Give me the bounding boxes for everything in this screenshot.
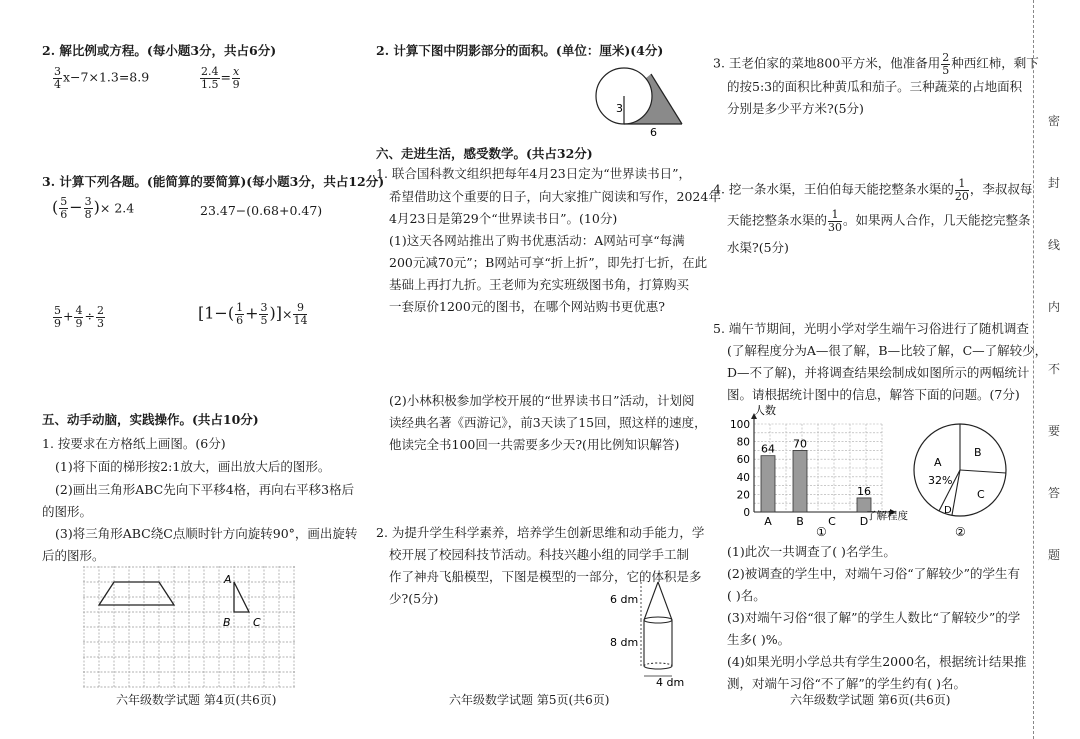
p4-s5-q1-2b: 的图形。	[42, 504, 93, 519]
p4-equation-2: $\frac{2.4}{1.5}$ = $\frac{x}{9}$	[201, 65, 240, 91]
cylinder-height-label: 8 dm	[610, 636, 639, 649]
binding-dashed-line	[1033, 0, 1034, 739]
p4-calc-b: 23.47−(0.68+0.47)	[200, 203, 323, 218]
p4-s5-q1-3a: (3)将三角形ABC绕C点顺时针方向旋转90°，画出旋转	[55, 526, 358, 541]
radius-label: 3	[616, 102, 623, 115]
p6-q4-l2: 天能挖整条水渠的 $\frac{1}{30}$ 。如果两人合作，几天能挖完整条	[727, 208, 1031, 234]
p4-calc-a: ( $\frac{5}{6}$ − $\frac{3}{8}$ )× 2.4	[52, 195, 135, 221]
p4-q2-title: 2. 解比例或方程。(每小题3分，共占6分)	[42, 43, 277, 58]
p5-q1-2-l2: 读经典名著《西游记》，前3天读了15回，照这样的速度，	[389, 415, 707, 430]
p6-a3a: (3)对端午习俗“很了解”的学生人数比“了解较少”的学	[727, 610, 1021, 625]
p6-q3-l3: 分别是多少平方米?(5分)	[727, 101, 864, 116]
x-tick-label: A	[764, 515, 772, 528]
y-tick-label: 100	[729, 419, 750, 431]
y-tick-label: 40	[736, 471, 750, 484]
p4-equation-1: $\frac{3}{4}$ x−7×1.3=8.9	[54, 65, 150, 91]
x-tick-label: D	[859, 515, 869, 528]
p6-q5-l1: 5. 端午节期间，光明小学对学生端午习俗进行了随机调查	[713, 321, 1029, 336]
p4-calc-d: [1−( $\frac{1}{6}$ + $\frac{3}{5}$ )]× $\frac{9}{14}$	[198, 301, 308, 327]
point-c-label: C	[253, 616, 261, 629]
p5-q2b-l1: 2. 为提升学生科学素养，培养学生创新思维和动手能力，学	[376, 525, 705, 540]
pie-figure-label: ②	[955, 525, 966, 539]
pie-slice-b-label: B	[974, 446, 982, 459]
point-b-label: B	[223, 616, 231, 629]
y-tick-label: 60	[736, 454, 750, 467]
p6-a4b: 测，对端午习俗“不了解”的学生约有( )名。	[727, 676, 967, 691]
shaded-area-figure	[594, 66, 686, 138]
cone-height-label: 6 dm	[610, 593, 639, 606]
pie-slice-a-percent: 32%	[928, 474, 953, 487]
binding-char: 密	[1047, 114, 1060, 128]
p6-q3-l1: 3. 王老伯家的菜地800平方米，他准备用 $\frac{2}{5}$ 种西红柿，剩下	[713, 51, 1039, 77]
p6-q3-l2: 的按5:3的面积比种黄瓜和茄子。三种蔬菜的占地面积	[727, 79, 1023, 94]
p5-q1-l2: 希望借助这个重要的日子，向大家推广阅读和写作，2024年	[389, 189, 721, 204]
footer-page5: 六年级数学试题 第5页(共6页)	[449, 693, 610, 707]
p4-section5-title: 五、动手动脑，实践操作。(共占10分)	[42, 412, 259, 427]
p6-a2a: (2)被调查的学生中，对端午习俗“了解较少”的学生有	[727, 566, 1020, 581]
footer-page4: 六年级数学试题 第4页(共6页)	[116, 693, 277, 707]
bar-A	[761, 456, 775, 512]
p6-q5-l4: 图。请根据统计图中的信息，解答下面的问题。(7分)	[727, 387, 1020, 402]
p4-s5-q1-3b: 后的图形。	[42, 548, 105, 563]
diameter-label: 4 dm	[656, 676, 685, 689]
pie-slice-a-label: A	[934, 456, 942, 469]
pie-slice-d-label: D	[944, 505, 952, 516]
p4-s5-q1-2a: (2)画出三角形ABC先向下平移4格，再向右平移3格后	[55, 482, 355, 497]
p6-a3b: 生多( )%。	[727, 632, 791, 647]
p4-calc-c: $\frac{5}{9}$ + $\frac{4}{9}$ ÷ $\frac{2}{3}$	[54, 304, 104, 330]
p5-q1-l3: 4月23日是第29个“世界读书日”。(10分)	[389, 211, 618, 226]
pie-slice-c-label: C	[977, 488, 985, 501]
p4-s5-q1-1: (1)将下面的梯形按2:1放大，画出放大后的图形。	[55, 459, 331, 474]
bar-data-label: 64	[761, 442, 775, 456]
p5-q2b-l2: 校开展了校园科技节活动。科技兴趣小组的同学手工制	[389, 547, 690, 562]
p5-q2-title: 2. 计算下图中阴影部分的面积。(单位：厘米)(4分)	[376, 43, 664, 58]
p6-q4-l1: 4. 挖一条水渠，王伯伯每天能挖整条水渠的 $\frac{1}{20}$ ，李叔叔每	[713, 177, 1033, 203]
bar-figure-label: ①	[816, 525, 827, 539]
p5-q1-1-l4: 一套原价1200元的图书，在哪个网站购书更优惠?	[389, 299, 666, 314]
fraction: $\frac{3}{4}$	[54, 65, 61, 91]
y-tick-label: 20	[736, 489, 750, 502]
p4-s5-q1: 1. 按要求在方格纸上画图。(6分)	[42, 436, 226, 451]
p6-q5-l3: D—不了解)，并将调查结果绘制成如图所示的两幅统计	[727, 365, 1030, 380]
footer-page6: 六年级数学试题 第6页(共6页)	[790, 693, 951, 707]
x-tick-label: C	[828, 515, 836, 528]
p5-q2b-l3: 作了神舟飞船模型，下图是模型的一部分，它的体积是多	[389, 569, 702, 584]
y-tick-label: 80	[736, 436, 750, 449]
p5-q1-1-l2: 200元减70元”；B网站可享“折上折”，即先打七折，在此	[389, 255, 708, 270]
x-axis-label: 了解程度	[866, 510, 908, 522]
binding-char: 封	[1047, 176, 1060, 190]
binding-char: 线	[1047, 238, 1060, 252]
p6-q4-l3: 水渠?(5分)	[727, 240, 789, 255]
binding-char: 题	[1047, 548, 1060, 562]
grid-lines	[83, 566, 296, 687]
x-tick-label: B	[796, 515, 804, 528]
triangle-abc	[234, 582, 249, 612]
bar-B	[793, 450, 807, 512]
p5-q1-1-l1: (1)这天各网站推出了购书优惠活动：A网站可享“每满	[389, 233, 685, 248]
p5-q1-2-l1: (2)小林积极参加学校开展的“世界读书日”活动，计划阅	[389, 393, 695, 408]
bar-data-label: 70	[793, 437, 807, 451]
p5-q2b-l4: 少?(5分)	[389, 591, 439, 606]
p6-a1: (1)此次一共调查了( )名学生。	[727, 544, 896, 559]
binding-char: 不	[1047, 362, 1060, 376]
bar-data-label: 16	[857, 484, 871, 498]
p6-q5-l2: (了解程度分为A—很了解，B—比较了解，C—了解较少，	[727, 343, 1048, 358]
binding-char: 要	[1047, 424, 1060, 438]
p4-q3-title: 3. 计算下列各题。(能简算的要简算)(每小题3分，共占12分)	[42, 174, 385, 189]
p6-a2b: ( )名。	[727, 588, 766, 603]
p5-section6-title: 六、走进生活，感受数学。(共占32分)	[376, 146, 593, 161]
p5-q1-l1: 1. 联合国科教文组织把每年4月23日定为“世界读书日”，	[376, 166, 692, 181]
point-a-label: A	[224, 573, 232, 586]
p5-q1-1-l3: 基础上再打九折。王老师为充实班级图书角，打算购买	[389, 277, 690, 292]
binding-notice	[1043, 115, 1065, 611]
binding-char: 答	[1047, 486, 1060, 500]
p5-q1-2-l3: 他读完全书100回一共需要多少天?(用比例知识解答)	[389, 437, 680, 452]
width-label: 6	[650, 126, 657, 139]
y-tick-label: 0	[743, 507, 750, 519]
trapezoid-shape	[99, 582, 174, 605]
binding-char: 内	[1047, 300, 1060, 314]
p6-a4a: (4)如果光明小学总共有学生2000名，根据统计结果推	[727, 654, 1027, 669]
y-axis-label: 人数	[754, 404, 776, 417]
bar-chart	[724, 402, 924, 540]
grid-paper	[83, 566, 297, 688]
pie-chart	[912, 418, 1022, 540]
rocket-model-figure	[610, 580, 696, 689]
